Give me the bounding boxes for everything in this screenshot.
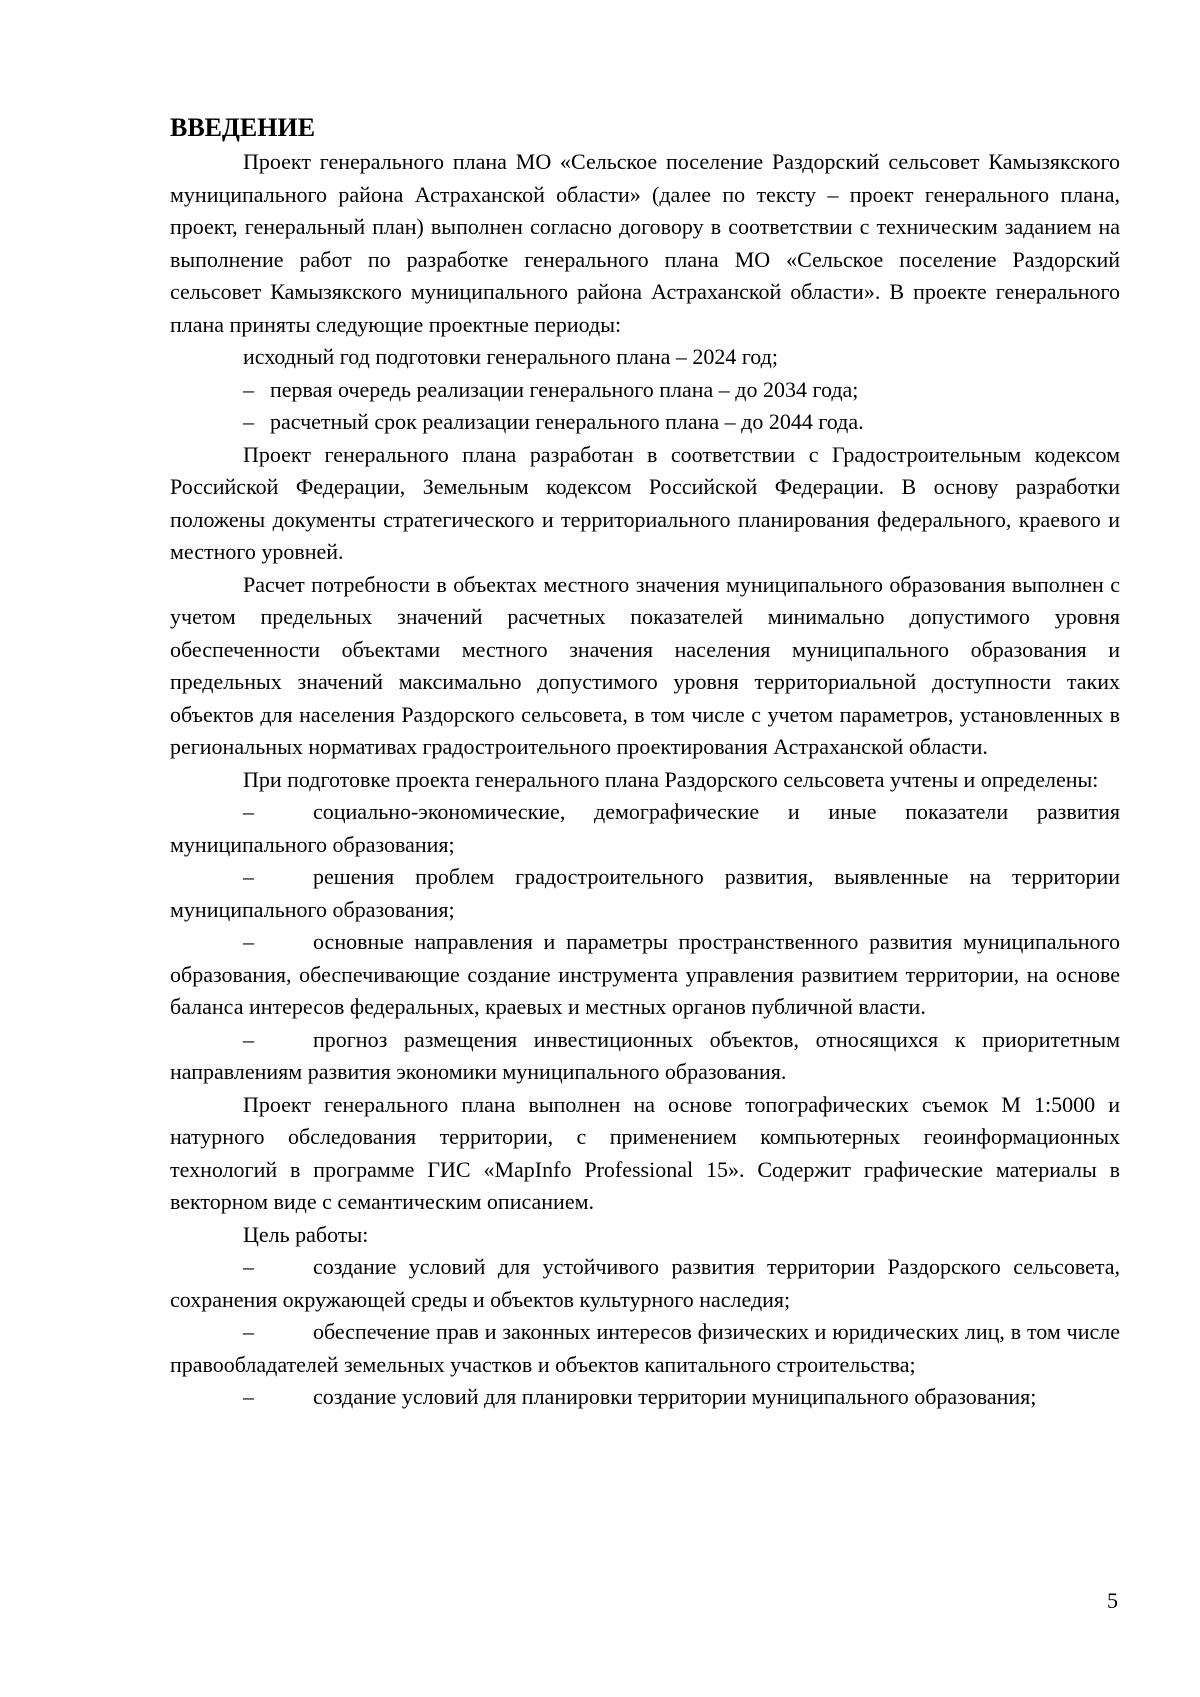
list-item [170,1024,1120,1089]
dash-marker: – [243,864,254,889]
list-item [170,926,1120,1024]
paragraph-goal-title: Цель работы: [243,1221,369,1247]
period-text: исходный год подготовки генерального плана – 2024 год; [243,344,778,369]
paragraph-topography: Проект генерального плана выполнен на основе топографических съемок М 1:5000 и натурного обследования территории, с применением компьютерных геоинформационных технологий в программе ГИС «MapInfo Professional 15». Содержит графические материалы в векторном виде с семантическим описанием. [170,1091,1120,1214]
list-item [170,796,1120,861]
list-item-text: создание условий для устойчивого развития территории Раздорского сельсовета, сохранения окружающей среды и объектов культурного наследия; [170,1254,1120,1312]
period-text: первая очередь реализации генерального плана – до 2034 года; [270,376,859,402]
paragraph-intro: Проект генерального плана МО «Сельское поселение Раздорский сельсовет Камызякского муниципального района Астраханской области» (далее по тексту – проект генерального плана, проект, генеральный план) выполнен согласно договору в соответствии с техническим заданием на выполнение работ по разработке генерального плана МО «Сельское поселение Раздорский сельсовет Камызякского муниципального района Астраханской области». В проекте генерального плана приняты следующие проектные периоды: [170,149,1120,337]
paragraph-calculation: Расчет потребности в объектах местного значения муниципального образования выполнен с учетом предельных значений расчетных показателей минимально допустимого уровня обеспеченности объектами местного значения населения муниципального образования и предельных значений максимально допустимого уровня территориальной доступности таких объектов для населения Раздорского сельсовета, в том числе с учетом параметров, установленных в региональных нормативах градостроительного проектирования Астраханской области. [170,571,1120,759]
paragraph-legal-basis: Проект генерального плана разработан в соответствии с Градостроительным кодексом Российской Федерации, Земельным кодексом Российской Федерации. В основу разработки положены документы стратегического и территориального планирования федерального, краевого и местного уровней. [170,441,1120,564]
list-item-text: основные направления и параметры пространственного развития муниципального образования, обеспечивающие создание инструмента управления развитием территории, на основе баланса интересов федеральных, краевых и местных органов публичной власти. [170,929,1120,1019]
period-item-first-stage [170,374,1120,407]
list-item [170,1251,1120,1316]
dash-marker: – [243,929,254,954]
dash-marker: – [243,1384,254,1409]
paragraph-considered: При подготовке проекта генерального плана Раздорского сельсовета учтены и определены: [243,766,1099,792]
list-item [170,1381,1120,1414]
dash-marker: – [243,1026,254,1052]
dash-marker: – [243,1254,254,1279]
dash-marker: – [243,409,254,434]
period-item-base-year [170,341,1120,374]
dash-marker: – [243,1319,254,1344]
period-item-final-stage [170,406,1120,439]
page-number: 5 [1107,1588,1118,1613]
dash-marker: – [243,799,254,824]
list-item-text: социально-экономические, демографические и иные показатели развития муниципального образования; [170,799,1120,857]
section-heading: ВВЕДЕНИЕ [170,113,316,142]
list-item [170,861,1120,926]
period-text: расчетный срок реализации генерального плана – до 2044 года. [270,409,864,434]
list-item-text: прогноз размещения инвестиционных объектов, относящихся к приоритетным направлениям развития экономики муниципального образования. [170,1026,1120,1084]
list-item-text: создание условий для планировки территории муниципального образования; [313,1384,1037,1409]
document-page [170,112,1120,1414]
dash-marker: – [243,376,254,402]
list-item-text: решения проблем градостроительного развития, выявленные на территории муниципального образования; [170,864,1120,922]
list-item-text: обеспечение прав и законных интересов физических и юридических лиц, в том числе правообладателей земельных участков и объектов капитального строительства; [170,1319,1120,1377]
list-item [170,1316,1120,1381]
